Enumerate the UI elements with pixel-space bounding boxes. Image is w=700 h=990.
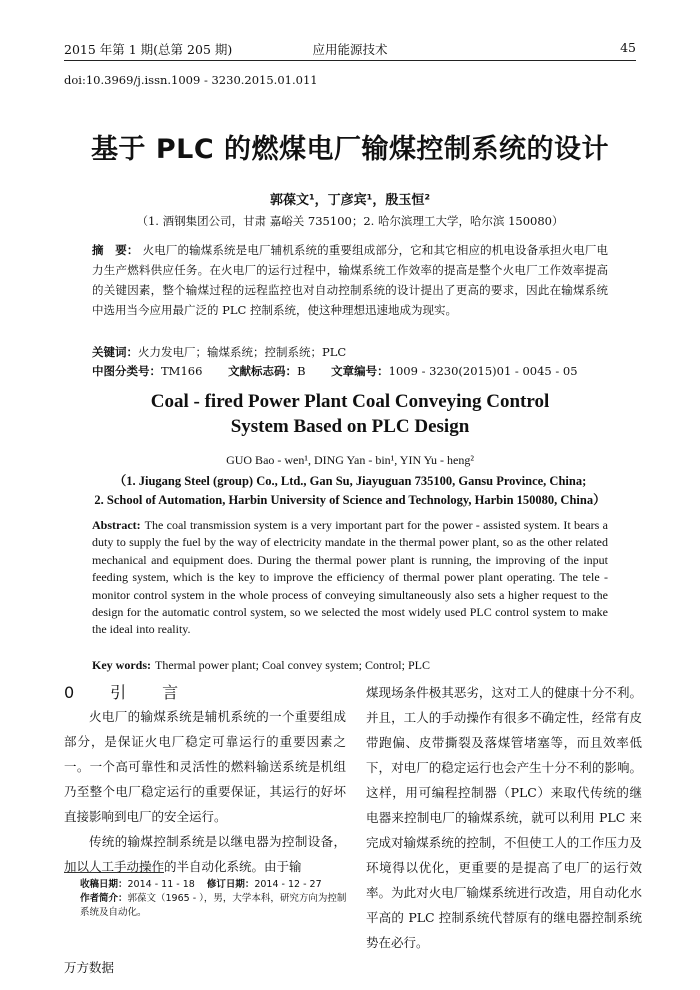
title-en-line-2: System Based on PLC Design xyxy=(230,416,470,437)
author-bio-label: 作者简介： xyxy=(80,893,128,904)
page-number: 45 xyxy=(620,40,636,55)
running-header xyxy=(64,40,636,58)
body-right-column xyxy=(366,680,642,955)
body-paragraph: 传统的输煤控制系统是以继电器为控制设备，加以人工手动操作的半自动化系统。由于输 xyxy=(64,834,346,874)
keywords-en xyxy=(92,658,608,673)
doc-code-label: 文献标志码： xyxy=(228,364,298,378)
abstract-cn xyxy=(92,240,608,320)
body-left-column xyxy=(64,704,346,879)
title-cn: 基于 PLC 的燃煤电厂输煤控制系统的设计 xyxy=(90,134,610,165)
affiliation-en-line-1: （1. Jiugang Steel (group) Co., Ltd., Gan Su, Jiayuguan 735100, Gansu Province, China; xyxy=(113,474,587,488)
affiliations-en xyxy=(30,472,670,510)
received-date: 2014 - 11 - 18 xyxy=(127,879,195,890)
affiliations-cn: （1. 酒钢集团公司，甘肃 嘉峪关 735100；2. 哈尔滨理工大学，哈尔滨 150080） xyxy=(136,214,564,228)
footnote xyxy=(80,878,348,920)
received-label: 收稿日期： xyxy=(80,879,128,890)
abstract-en-label: Abstract: xyxy=(92,518,141,532)
section-heading-intro: 0 引 言 xyxy=(64,683,189,702)
abstract-en-text: The coal transmission system is a very important part for the power - assisted system. It bears a duty to supply the fuel by the way of electricity mandate in the thermal power plant, so as the other related mechanical and equipment does. During the thermal power plant is running, the improving of the input feeding system, which is the key to improve the efficiency of thermal power plant operating. The tele - monitor control system in the whole process of conveying simultaneously also sets a higher request to the design for the automatic control system, so we selected the most widely used PLC control system to make the ideal into reality. xyxy=(92,518,608,637)
keywords-cn-label: 关键词： xyxy=(92,345,138,359)
body-paragraph: 火电厂的输煤系统是辅机系统的一个重要组成部分，是保证火电厂稳定可靠运行的重要因素之一。一个高可靠性和灵活性的燃料输送系统是机组乃至整个电厂稳定运行的重要保证，其运行的好坏直接影响到电厂的安全运行。 xyxy=(64,709,346,824)
clc-value: TM166 xyxy=(161,364,203,378)
affiliation-en-line-2: 2. School of Automation, Harbin University of Science and Technology, Harbin 150080, China） xyxy=(94,493,606,507)
classification-line xyxy=(92,363,640,379)
header-rule xyxy=(64,60,636,61)
issue-info: 2015 年第 1 期(总第 205 期) xyxy=(64,42,233,57)
footer-brand: 万方数据 xyxy=(64,960,115,975)
revised-date: 2014 - 12 - 27 xyxy=(254,879,322,890)
authors-cn: 郭葆文¹，丁彦宾¹，殷玉恒² xyxy=(269,193,431,208)
abstract-cn-label: 摘 要： xyxy=(92,243,139,257)
article-no-label: 文章编号： xyxy=(331,364,389,378)
authors-en: GUO Bao - wen¹, DING Yan - bin¹, YIN Yu - heng² xyxy=(226,453,474,467)
journal-name: 应用能源技术 xyxy=(312,42,388,57)
keywords-en-text: Thermal power plant; Coal convey system; Control; PLC xyxy=(155,658,430,672)
abstract-cn-text: 火电厂的输煤系统是电厂辅机系统的重要组成部分，它和其它相应的机电设备承担火电厂电力生产燃料供应任务。在火电厂的运行过程中，输煤系统工作效率的提高是整个火电厂工作效率提高的关键因素，整个输煤过程的远程监控也对自动控制系统的设计提出了更高的要求，因此在输煤系统中选用当今应用最广泛的 PLC 控制系统，使这种理想迅速地成为现实。 xyxy=(92,243,608,317)
keywords-cn xyxy=(92,344,608,360)
revised-label: 修订日期： xyxy=(206,879,255,890)
body-paragraph: 煤现场条件极其恶劣，这对工人的健康十分不利。并且，工人的手动操作有很多不确定性，经常有皮带跑偏、皮带撕裂及落煤管堵塞等，而且效率低下，对电厂的稳定运行也会产生十分不利的影响。这样，用可编程控制器（PLC）来取代传统的继电器来控制电厂的输煤系统，就可以利用 PLC 来完成对输煤系统的控制，不但使工人的工作压力及环境得以优化，更重要的是提高了电厂的运行效率。为此对火电厂输煤系统进行改造，用自动化水平高的 PLC 控制系统代替原有的继电器控制系统势在必行。 xyxy=(366,685,642,950)
author-bio: 郭葆文（1965 - ），男，大学本科，研究方向为控制系统及自动化。 xyxy=(80,893,347,918)
abstract-en xyxy=(92,517,608,639)
doi[interactable]: doi:10.3969/j.issn.1009 - 3230.2015.01.011 xyxy=(64,73,318,87)
clc-label: 中图分类号： xyxy=(92,364,161,378)
footnote-rule xyxy=(64,872,164,873)
article-no-value: 1009 - 3230(2015)01 - 0045 - 05 xyxy=(388,364,578,378)
title-en xyxy=(40,389,660,439)
keywords-en-label: Key words: xyxy=(92,658,151,672)
keywords-cn-text: 火力发电厂；输煤系统；控制系统；PLC xyxy=(138,345,347,359)
doc-code-value: B xyxy=(297,364,306,378)
title-en-line-1: Coal - fired Power Plant Coal Conveying Control xyxy=(150,391,550,412)
